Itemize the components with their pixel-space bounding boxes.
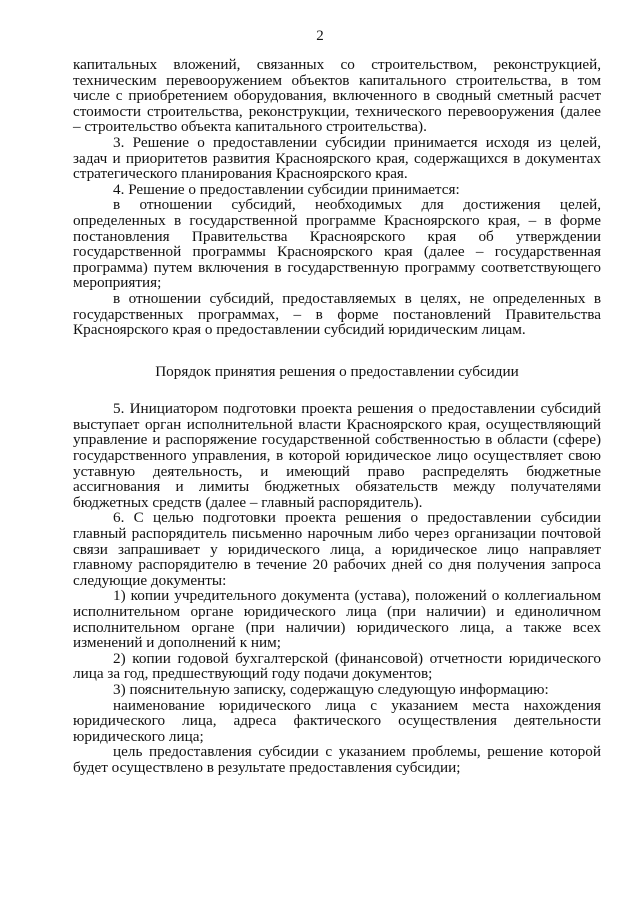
paragraph-item-6: 6. С целью подготовки проекта решения о предоставлении субсидии главный распорядитель письменно нарочным либо через организации почтовой связи запрашивает у юридического лица, а юридическое лицо направляет главному распорядителю в течение 20 рабочих дней со дня получения запроса следующие документы:: [73, 509, 601, 589]
page-number: 2: [316, 28, 324, 44]
paragraph-item-4-sub-1: в отношении субсидий, необходимых для достижения целей, определенных в государственной программе Красноярского края, – в форме постановления Правительства Красноярского края об утверждении государственной программы Красноярского края (далее – государственная программа) путем включения в государственную программу соответствующего мероприятия;: [73, 196, 601, 292]
section-heading: Порядок принятия решения о предоставлении субсидии: [155, 362, 519, 380]
paragraph-info-name: наименование юридического лица с указанием места нахождения юридического лица, адреса фактического осуществления деятельности юридического лица;: [73, 696, 601, 745]
paragraph-item-6-sub-1: 1) копии учредительного документа (устава), положений о коллегиальном исполнительном органе юридического лица (при наличии) и единоличном исполнительном органе (при наличии) юридического лица, а также всех изменений и дополнений к ним;: [73, 587, 601, 652]
paragraph-item-4-sub-2: в отношении субсидий, предоставляемых в целях, не определенных в государственных программах, – в форме постановлений Правительства Красноярского края о предоставлении субсидий юридическим лицам.: [73, 289, 601, 339]
paragraph-item-6-sub-2: 2) копии годовой бухгалтерской (финансовой) отчетности юридического лица за год, предшествующий году подачи документов;: [73, 649, 601, 683]
document-body: [73, 57, 601, 776]
paragraph-info-goal: цель предоставления субсидии с указанием проблемы, решение которой будет осуществлено в результате предоставления субсидии;: [73, 743, 601, 776]
paragraph-item-6-sub-3: 3) пояснительную записку, содержащую следующую информацию:: [113, 680, 549, 698]
paragraph-item-3: 3. Решение о предоставлении субсидии принимается исходя из целей, задач и приоритетов развития Красноярского края, содержащихся в документах стратегического планирования Красноярского края.: [73, 133, 601, 183]
paragraph-item-4: 4. Решение о предоставлении субсидии принимается:: [113, 180, 460, 198]
paragraph-item-5: 5. Инициатором подготовки проекта решения о предоставлении субсидий выступает орган исполнительной власти Красноярского края, осуществляющий управление и распоряжение государственной собственностью в области (сфере) государственного управления, в которой юридическое лицо осуществляет свою уставную деятельность, и имеющий право распределять бюджетные ассигнования и лимиты бюджетных обязательств между получателями бюджетных средств (далее – главный распорядитель).: [73, 400, 601, 511]
paragraph-continuation: капитальных вложений, связанных со строительством, реконструкцией, техническим перевооружением объектов капитального строительства, в том числе с приобретением оборудования, включенного в сводный сметный расчет стоимости строительства, реконструкции, технического перевооружения (далее – строительство объекта капитального строительства).: [73, 56, 601, 136]
